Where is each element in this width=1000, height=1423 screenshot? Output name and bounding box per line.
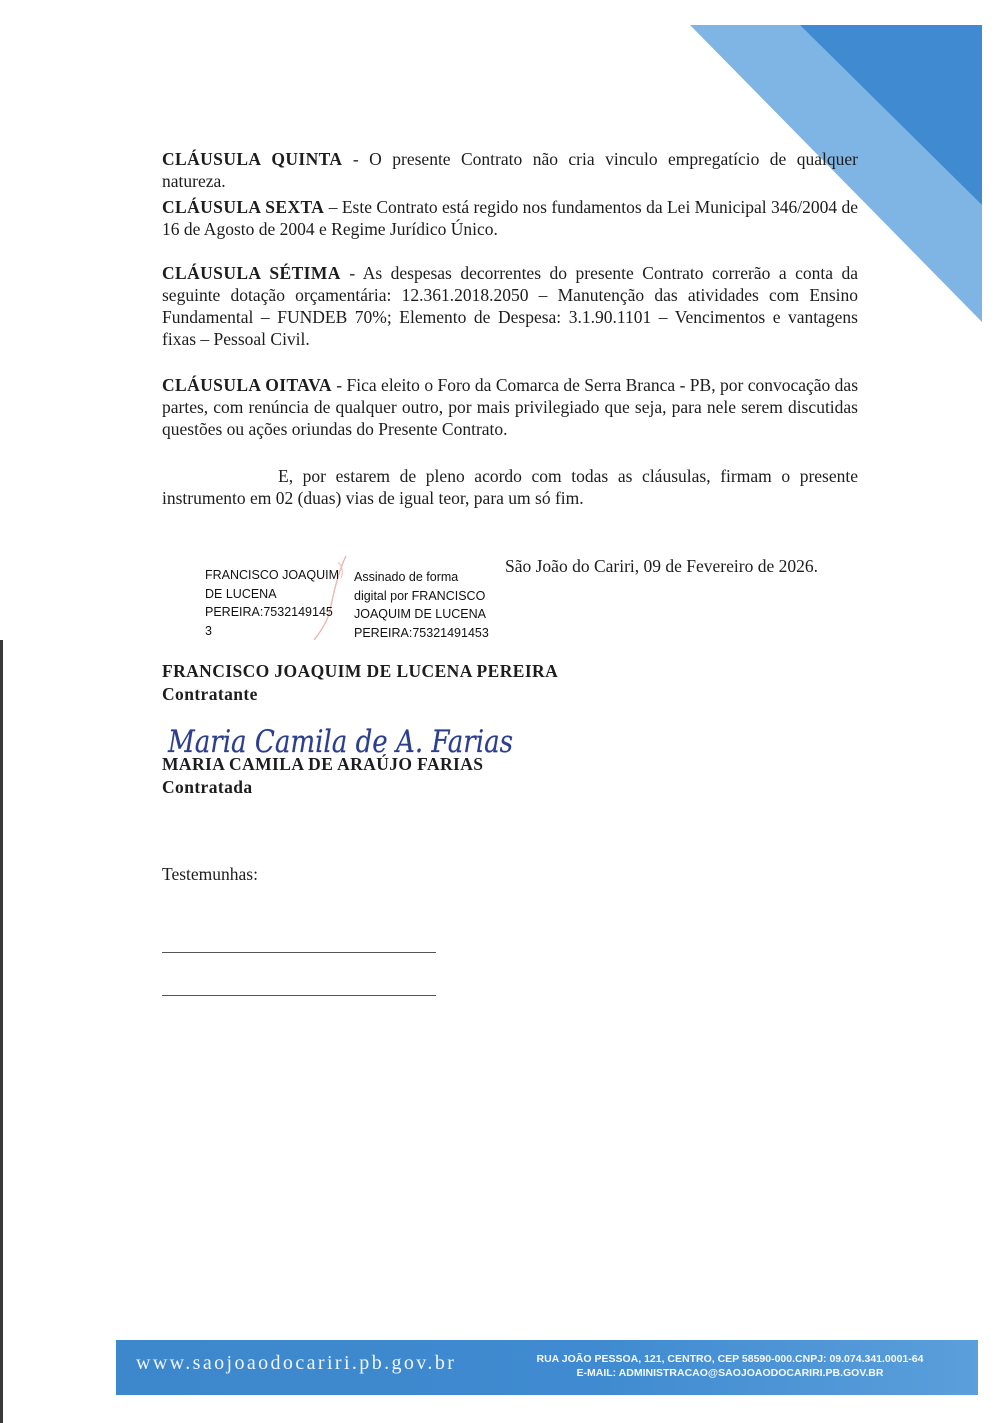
closing-text: E, por estarem de pleno acordo com todas as cláusulas, firmam o presente instrumento em 02 (duas) vias de igual teor, para um só fim. [162,466,858,508]
footer-address: RUA JOÃO PESSOA, 121, CENTRO, CEP 58590-000.CNPJ: 09.074.341.0001-64 [536,1353,924,1365]
clause-quinta [162,148,858,192]
footer-contact [515,1352,945,1380]
contratante-name: FRANCISCO JOAQUIM DE LUCENA PEREIRA [162,661,559,681]
witness-signature-line [162,952,436,953]
clause-sexta-title: CLÁUSULA SEXTA [162,197,325,217]
digital-signature-signer-line: FRANCISCO JOAQUIM [205,568,340,582]
page-edge-shadow [0,640,3,1423]
clause-quinta-text: - O presente Contrato não cria vinculo empregatício de qualquer natureza. [162,149,858,191]
clause-setima [162,262,858,350]
digital-signature-note [354,568,504,642]
digital-signature-signer-line: PEREIRA:7532149145 [205,605,333,619]
footer-email: E-MAIL: ADMINISTRACAO@SAOJOAODOCARIRI.PB.GOV.BR [576,1367,884,1379]
clause-setima-text: - As despesas decorrentes do presente Contrato correrão a conta da seguinte dotação orçamentária: 12.361.2018.2050 – Manutenção das atividades com Ensino Fundamental – FUNDEB 70%; Elemento de Despesa: 3.1.90.1101 – Vencimentos e vantagens fixas – Pessoal Civil. [162,263,858,349]
witness-signature-line [162,995,436,996]
digital-signature-signer [205,566,355,640]
clause-oitava-text: - Fica eleito o Foro da Comarca de Serra Branca - PB, por convocação das partes, com renúncia de qualquer outro, por mais privilegiado que seja, para nele serem discutidas questões ou ações oriundas do Presente Contrato. [162,375,858,439]
digital-signature-note-line: Assinado de forma [354,570,459,584]
digital-signature-note-line: JOAQUIM DE LUCENA [354,607,486,621]
digital-signature-signer-line: 3 [205,623,212,638]
clause-oitava [162,374,858,440]
clause-oitava-title: CLÁUSULA OITAVA [162,375,332,395]
digital-signature-note-line: PEREIRA:75321491453 [354,625,489,640]
place-date: São João do Cariri, 09 de Fevereiro de 2026. [505,556,818,576]
footer-website: www.saojoaodocariri.pb.gov.br [136,1352,457,1374]
clause-sexta-text: – Este Contrato está regido nos fundamentos da Lei Municipal 346/2004 de 16 de Agosto de 2004 e Regime Jurídico Único. [162,197,858,239]
witnesses-label: Testemunhas: [162,864,258,884]
handwritten-signature-text: Maria Camila de A. Farias [167,724,513,760]
digital-signature-note-line: digital por FRANCISCO [354,588,486,603]
clause-setima-title: CLÁUSULA SÉTIMA [162,263,341,283]
clause-quinta-title: CLÁUSULA QUINTA [162,149,343,169]
contratante-role: Contratante [162,684,258,704]
contratada-role: Contratada [162,777,253,797]
contratada-name: MARIA CAMILA DE ARAÚJO FARIAS [162,754,484,774]
closing-paragraph [162,465,858,509]
clause-sexta [162,196,858,240]
digital-signature-signer-line: DE LUCENA [205,586,277,601]
